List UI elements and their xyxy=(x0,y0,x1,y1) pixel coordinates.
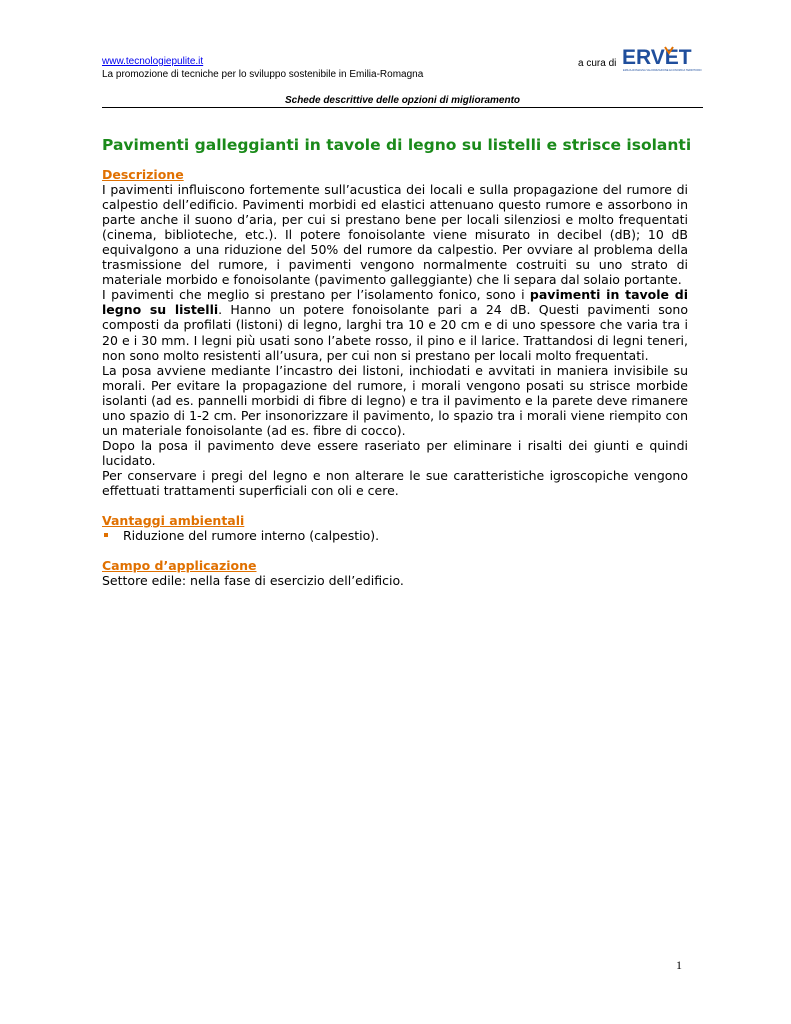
description-paragraph-5: Per conservare i pregi del legno e non alterare le sue caratteristiche igroscopiche vengono effettuati trattamenti superficiali con oli e cere. xyxy=(102,467,688,498)
advantages-list xyxy=(102,528,688,543)
ervet-logo xyxy=(621,44,702,74)
header-divider xyxy=(102,107,703,108)
p2-text-before: I pavimenti che meglio si prestano per l’isolamento fonico, sono i xyxy=(102,287,530,303)
description-heading: Descrizione xyxy=(102,167,184,182)
section-spacer xyxy=(102,498,688,513)
page-number: 1 xyxy=(676,958,682,972)
advantage-text: Riduzione del rumore interno (calpestio). xyxy=(123,528,380,544)
description-paragraph-1: I pavimenti influiscono fortemente sull’acustica dei locali e sulla propagazione del rumore di calpestio dell’edificio. Pavimenti morbidi ed elastici attenuano questo rumore e assorbono in parte anche il suono d’aria, per cui si prestano bene per locali silenziosi e molto frequentati (cinema, biblioteche, etc.). Il potere fonoisolante viene misurato in decibel (dB); 10 dB equivalgono a una riduzione del 50% del rumore da calpestio. Per ovviare al problema della trasmissione del rumore, i pavimenti vengono normalmente costruiti su uno strato di materiale morbido e fonoisolante (pavimento galleggiante) che li separa dal solaio portante. xyxy=(102,182,688,288)
p2-text-after: . Hanno un potere fonoisolante pari a 24 dB. Questi pavimenti sono composti da profilati (listoni) di legno, larghi tra 10 e 20 cm e di uno spessore che varia tra i 20 e i 30 mm. I legni più usati sono l’abete rosso, il pino e il larice. Trattandosi di legni teneri, non sono molto resistenti all’usura, per cui non si prestano per locali molto frequentati. xyxy=(102,302,688,363)
logo-text: ERVET xyxy=(622,46,692,69)
bullet-icon xyxy=(104,533,108,537)
site-link[interactable]: www.tecnologiepulite.it xyxy=(102,56,204,67)
advantages-heading: Vantaggi ambientali xyxy=(102,513,245,529)
section-spacer xyxy=(102,543,688,558)
description-paragraph-4: Dopo la posa il pavimento deve essere raseriato per eliminare i risalti dei giunti e quindi lucidato. xyxy=(102,437,688,468)
application-heading: Campo d’applicazione xyxy=(102,558,257,574)
curated-by-label: a cura di xyxy=(578,58,617,69)
document-subheader: Schede descrittive delle opzioni di miglioramento xyxy=(284,95,521,106)
main-content xyxy=(102,167,688,588)
p2-bold-text: pavimenti in tavole di legno su listelli xyxy=(102,287,688,318)
description-paragraph-3: La posa avviene mediante l’incastro dei listoni, inchiodati e avvitati in maniera invisibile su morali. Per evitare la propagazione del rumore, i morali vengono posati su strisce morbide isolanti (ad es. pannelli morbidi di fibre di legno) e tra il pavimento e la parete deve rimanere uno spazio di 1-2 cm. Per insonorizzare il pavimento, lo spazio tra i morali viene riempito con un materiale fonoisolante (ad es. fibre di cocco). xyxy=(102,362,688,438)
logo-subtext: EMILIA-ROMAGNA VALORIZZAZIONE ECONOMICA TERRITORIO xyxy=(623,69,702,72)
application-text: Settore edile: nella fase di esercizio dell’edificio. xyxy=(102,573,404,589)
description-paragraph-2 xyxy=(102,287,688,362)
page-title: Pavimenti galleggianti in tavole di legno su listelli e strisce isolanti xyxy=(102,136,692,154)
list-item xyxy=(102,528,688,543)
header-tagline: La promozione di tecniche per lo sviluppo sostenibile in Emilia-Romagna xyxy=(102,69,424,80)
